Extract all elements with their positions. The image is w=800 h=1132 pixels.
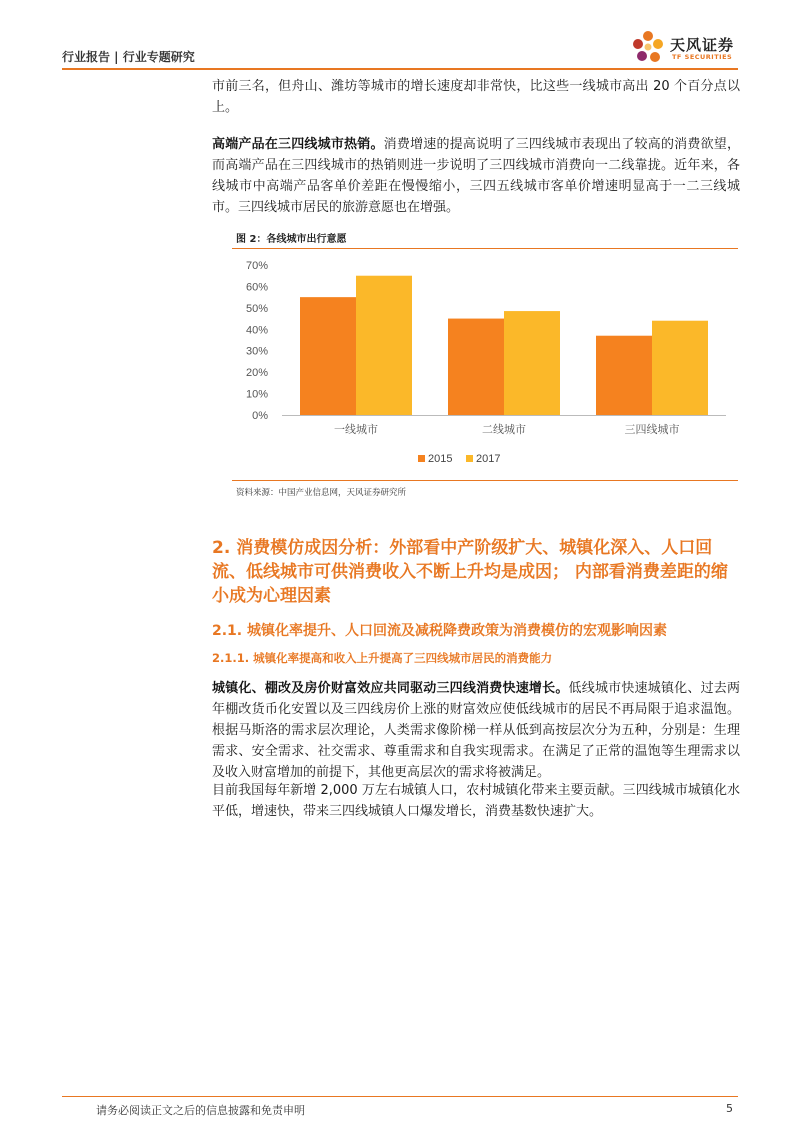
y-tick-label: 40% (245, 324, 268, 337)
y-tick-label: 70% (245, 260, 268, 272)
header-divider (62, 68, 738, 70)
figure-title: 图 2：各线城市出行意愿 (236, 234, 347, 245)
legend-label-2017: 2017 (476, 453, 501, 465)
logo-text-en: TF SECURITIES (672, 53, 733, 61)
page-number: 5 (726, 1102, 733, 1115)
figure-source: 资料来源：中国产业信息网，天风证券研究所 (236, 488, 407, 498)
legend-swatch-2015 (418, 455, 425, 462)
tf-securities-logo (628, 28, 738, 68)
bar-2017-1 (504, 311, 560, 415)
bar-2015-1 (448, 319, 504, 415)
travel-intention-bar-chart (232, 252, 738, 478)
section-heading: 2. 消费模仿成因分析：外部看中产阶级扩大、城镇化深入、人口回流、低线城市可供消费收入不断上升均是成因； 内部看消费差距的缩小成为心理因素 (212, 538, 728, 606)
bar-2015-2 (596, 336, 652, 415)
bar-2017-2 (652, 321, 708, 415)
bar-2015-0 (300, 297, 356, 415)
y-tick-label: 50% (245, 302, 268, 315)
subsubsection-heading: 2.1.1. 城镇化率提高和收入上升提高了三四线城市居民的消费能力 (212, 651, 553, 665)
paragraph-3 (212, 678, 740, 783)
y-tick-label: 10% (245, 388, 268, 401)
x-tick-label: 三四线城市 (624, 423, 680, 436)
x-tick-label: 一线城市 (334, 423, 378, 436)
y-tick-label: 30% (245, 345, 268, 358)
y-tick-label: 60% (245, 281, 268, 294)
y-tick-label: 0% (252, 410, 268, 422)
paragraph-3-body: 低线城市快速城镇化、过去两年棚改货币化安置以及三四线房价上涨的财富效应使低线城市的居民不再局限于追求温饱。根据马斯洛的需求层次理论，人类需求像阶梯一样从低到高按层次分为五种，分别是：生理需求、安全需求、社交需求、尊重需求和自我实现需求。在满足了正常的温饱等生理需求以及收入财富增加的前提下，其他更高层次的需求将被满足。 (212, 681, 740, 780)
paragraph-4: 目前我国每年新增 2,000 万左右城镇人口，农村城镇化带来主要贡献。三四线城市城镇化水平低，增速快，带来三四线城镇人口爆发增长，消费基数快速扩大。 (212, 783, 740, 819)
x-tick-label: 二线城市 (482, 423, 526, 436)
flower-logo-icon (628, 28, 670, 68)
figure-top-rule (232, 248, 738, 249)
report-category: 行业报告 | 行业专题研究 (62, 50, 195, 64)
paragraph-2-lead: 高端产品在三四线城市热销。 (212, 137, 384, 152)
logo-text-cn: 天风证券 (670, 36, 735, 54)
footer-disclaimer: 请务必阅读正文之后的信息披露和免责申明 (96, 1104, 305, 1117)
footer-divider (62, 1096, 738, 1097)
paragraph-2 (212, 134, 740, 218)
paragraph-3-lead: 城镇化、棚改及房价财富效应共同驱动三四线消费快速增长。 (212, 681, 569, 696)
figure-bottom-rule (232, 480, 738, 481)
y-tick-label: 20% (245, 367, 268, 380)
paragraph-2-body: 消费增速的提高说明了三四线城市表现出了较高的消费欲望，而高端产品在三四线城市的热销则进一步说明了三四线城市消费向一二线靠拢。近年来，各线城市中高端产品客单价差距在慢慢缩小，三四五线城市客单价增速明显高于一二三线城市。三四线城市居民的旅游意愿也在增强。 (212, 137, 740, 215)
subsection-heading: 2.1. 城镇化率提升、人口回流及减税降费政策为消费模仿的宏观影响因素 (212, 623, 667, 639)
paragraph-1: 市前三名，但舟山、潍坊等城市的增长速度却非常快，比这些一线城市高出 20 个百分点以上。 (212, 79, 740, 115)
legend-swatch-2017 (466, 455, 473, 462)
legend-label-2015: 2015 (428, 453, 453, 465)
bar-2017-0 (356, 276, 412, 415)
